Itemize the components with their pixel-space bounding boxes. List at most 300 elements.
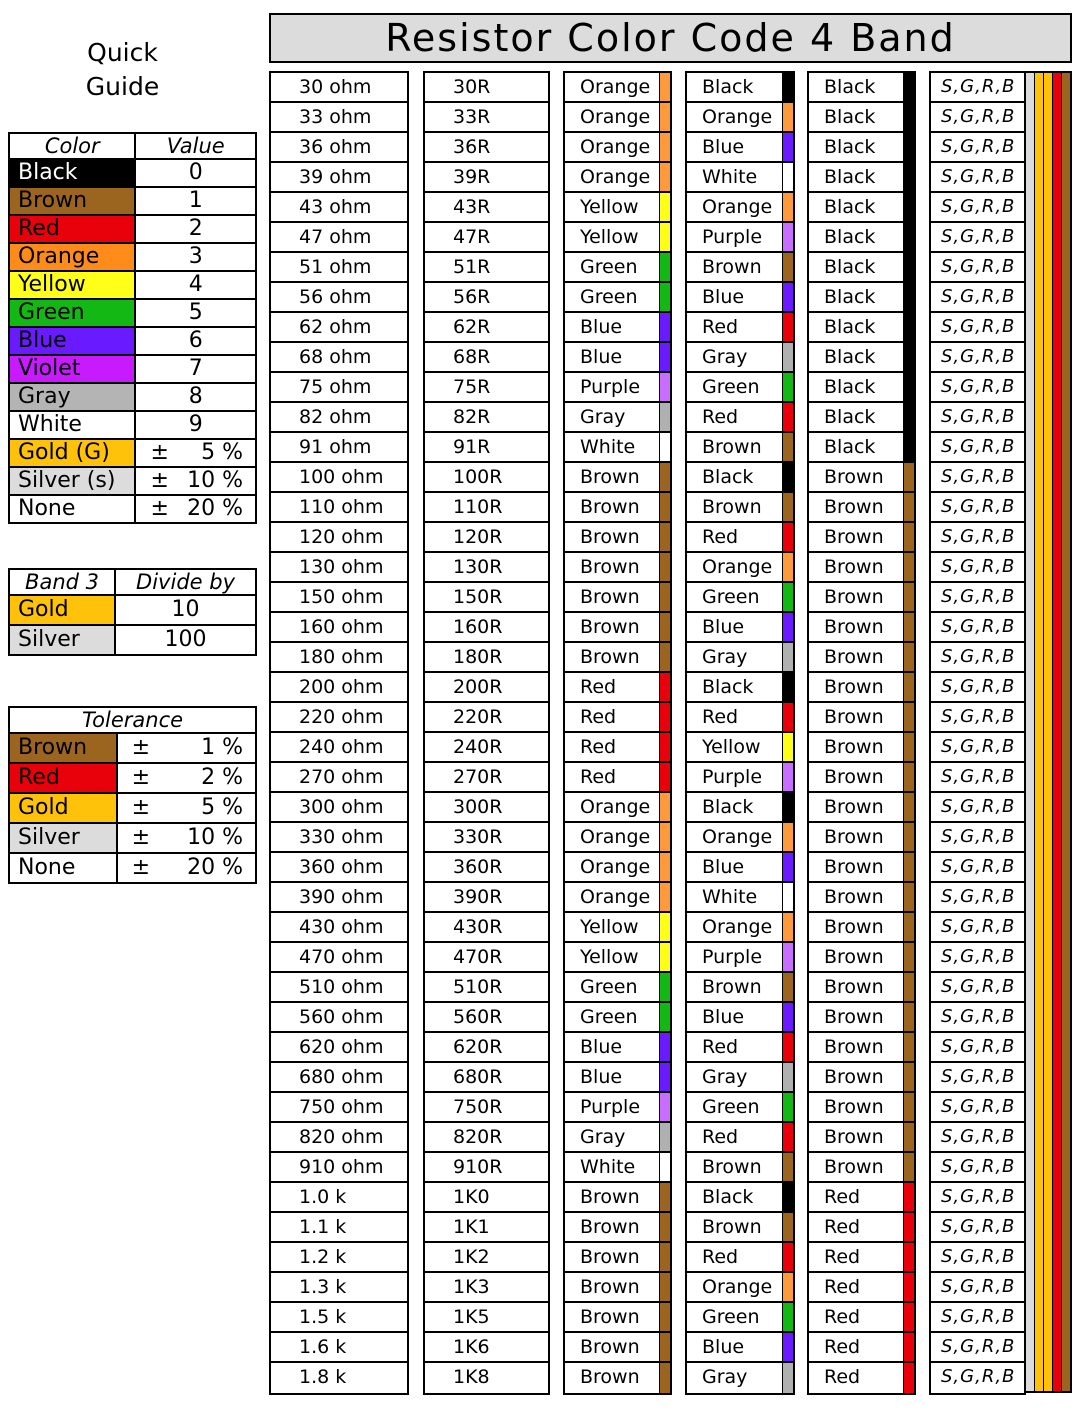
code-column — [423, 71, 550, 1395]
band-color-name: Orange — [702, 1276, 773, 1298]
band2-cell — [687, 163, 793, 193]
code-cell: 620R — [425, 1033, 548, 1063]
band-color-name: Black — [824, 346, 876, 368]
tolerance-marker-cell: S,G,R,B — [931, 1093, 1024, 1123]
band-color-name: Black — [824, 166, 876, 188]
code-cell: 160R — [425, 613, 548, 643]
band-color-name: Red — [580, 736, 617, 758]
band1-cell — [565, 643, 670, 673]
band1-cell — [565, 1123, 670, 1153]
band1-cell — [565, 1093, 670, 1123]
color-swatch — [782, 343, 793, 371]
color-swatch — [659, 463, 670, 491]
band-color-name: Red — [702, 1126, 739, 1148]
color-name-cell: Brown — [9, 187, 135, 215]
band2-cell — [687, 583, 793, 613]
tolerance-marker-cell: S,G,R,B — [931, 1303, 1024, 1333]
tolerance-row — [9, 733, 256, 763]
band-color-name: Black — [702, 76, 754, 98]
band1-cell — [565, 1333, 670, 1363]
band1-cell — [565, 433, 670, 463]
resistance-cell: 680 ohm — [271, 1063, 407, 1093]
band2-cell — [687, 703, 793, 733]
code-cell: 91R — [425, 433, 548, 463]
color-swatch — [782, 1363, 793, 1393]
color-swatch — [659, 163, 670, 191]
tolerance-percent: 5 % — [201, 795, 243, 820]
color-swatch — [659, 823, 670, 851]
color-swatch — [782, 1333, 793, 1361]
band1-cell — [565, 553, 670, 583]
color-swatch — [903, 673, 914, 701]
color-swatch — [782, 613, 793, 641]
tolerance-row — [9, 763, 256, 793]
tolerance-marker-cell: S,G,R,B — [931, 583, 1024, 613]
tolerance-marker-cell: S,G,R,B — [931, 433, 1024, 463]
band-color-name: Brown — [824, 676, 884, 698]
code-cell: 100R — [425, 463, 548, 493]
band-color-name: Yellow — [580, 196, 639, 218]
band3-color-cell: Silver — [9, 625, 115, 655]
band1-cell — [565, 103, 670, 133]
band2-cell — [687, 283, 793, 313]
band1-cell — [565, 943, 670, 973]
color-swatch — [659, 973, 670, 1001]
band3-cell — [809, 1183, 914, 1213]
band-color-name: Brown — [824, 796, 884, 818]
band3-cell — [809, 1363, 914, 1393]
color-swatch — [903, 1003, 914, 1031]
code-cell: 56R — [425, 283, 548, 313]
band-color-name: Brown — [824, 1006, 884, 1028]
tolerance-stripe — [1061, 73, 1070, 1391]
resistance-cell: 1.3 k — [271, 1273, 407, 1303]
band-color-name: Gray — [702, 346, 748, 368]
plus-minus-sign: ± — [131, 795, 151, 820]
color-row — [9, 299, 256, 327]
band-color-name: Blue — [702, 136, 745, 158]
band3-cell — [809, 643, 914, 673]
color-swatch — [903, 613, 914, 641]
band3-row — [9, 625, 256, 655]
color-swatch — [659, 223, 670, 251]
band2-cell — [687, 373, 793, 403]
band2-cell — [687, 433, 793, 463]
tolerance-marker-cell: S,G,R,B — [931, 553, 1024, 583]
code-cell: 1K5 — [425, 1303, 548, 1333]
resistance-cell: 68 ohm — [271, 343, 407, 373]
band-color-name: Orange — [580, 826, 651, 848]
band-color-name: Blue — [580, 1066, 623, 1088]
tolerance-marker-cell: S,G,R,B — [931, 1003, 1024, 1033]
resistance-cell: 620 ohm — [271, 1033, 407, 1063]
tolerance-marker-cell: S,G,R,B — [931, 883, 1024, 913]
color-swatch — [782, 1273, 793, 1301]
band-color-name: Blue — [580, 1036, 623, 1058]
band3-row — [9, 595, 256, 625]
color-swatch — [903, 1093, 914, 1121]
band3-cell — [809, 1303, 914, 1333]
band3-cell — [809, 1153, 914, 1183]
page-title: Resistor Color Code 4 Band — [269, 13, 1072, 63]
color-swatch — [782, 943, 793, 971]
color-swatch — [903, 313, 914, 341]
band2-cell — [687, 763, 793, 793]
color-swatch — [903, 583, 914, 611]
color-swatch — [903, 823, 914, 851]
tolerance-percent: 10 % — [187, 825, 243, 850]
code-cell: 270R — [425, 763, 548, 793]
band2-cell — [687, 1213, 793, 1243]
color-swatch — [782, 733, 793, 761]
band-color-name: Black — [824, 136, 876, 158]
band-color-name: Brown — [824, 916, 884, 938]
color-row — [9, 411, 256, 439]
tolerance-color-cell: Brown — [9, 733, 117, 763]
band3-cell — [809, 583, 914, 613]
band-color-name: Brown — [824, 946, 884, 968]
band2-cell — [687, 1333, 793, 1363]
band-color-name: Black — [824, 286, 876, 308]
band-color-name: Green — [702, 1096, 760, 1118]
tolerance-marker-cell: S,G,R,B — [931, 193, 1024, 223]
band2-cell — [687, 673, 793, 703]
band-color-name: Purple — [580, 376, 641, 398]
band2-cell — [687, 1153, 793, 1183]
tolerance-marker-cell: S,G,R,B — [931, 853, 1024, 883]
resistance-cell: 180 ohm — [271, 643, 407, 673]
band3-cell — [809, 973, 914, 1003]
band3-cell — [809, 103, 914, 133]
band1-cell — [565, 523, 670, 553]
code-cell: 820R — [425, 1123, 548, 1153]
color-swatch — [903, 883, 914, 911]
color-swatch — [903, 103, 914, 131]
color-value-cell: 4 — [135, 271, 256, 299]
color-value-cell: 5 — [135, 299, 256, 327]
color-swatch — [903, 733, 914, 761]
color-swatch — [659, 583, 670, 611]
tolerance-marker-cell: S,G,R,B — [931, 913, 1024, 943]
tolerance-value-cell — [117, 793, 256, 823]
band1-cell — [565, 133, 670, 163]
tolerance-marker-cell: S,G,R,B — [931, 943, 1024, 973]
band2-cell — [687, 523, 793, 553]
color-name-cell: Violet — [9, 355, 135, 383]
color-swatch — [659, 1363, 670, 1393]
code-cell: 1K1 — [425, 1213, 548, 1243]
tolerance-marker-cell: S,G,R,B — [931, 1123, 1024, 1153]
band2-cell — [687, 313, 793, 343]
color-name-cell: Gold (G) — [9, 439, 135, 467]
band-color-name: Yellow — [702, 736, 761, 758]
color-swatch — [903, 163, 914, 191]
band3-cell — [809, 823, 914, 853]
band1-cell — [565, 403, 670, 433]
color-swatch — [782, 1033, 793, 1061]
band3-cell — [809, 193, 914, 223]
tolerance-marker-cell: S,G,R,B — [931, 1333, 1024, 1363]
color-name-cell: Gray — [9, 383, 135, 411]
band-color-name: Purple — [702, 946, 763, 968]
band-color-name: Red — [702, 1246, 739, 1268]
code-cell: 150R — [425, 583, 548, 613]
tolerance-value-cell — [117, 733, 256, 763]
code-cell: 680R — [425, 1063, 548, 1093]
color-swatch — [782, 793, 793, 821]
band-color-name: Black — [824, 376, 876, 398]
band1-cell — [565, 463, 670, 493]
band1-cell — [565, 1063, 670, 1093]
color-swatch — [659, 613, 670, 641]
band2-cell — [687, 1363, 793, 1393]
band-color-name: Orange — [580, 76, 651, 98]
code-cell: 1K0 — [425, 1183, 548, 1213]
color-swatch — [659, 793, 670, 821]
color-swatch — [782, 643, 793, 671]
band3-cell — [809, 913, 914, 943]
band-color-name: Blue — [702, 616, 745, 638]
resistance-cell: 910 ohm — [271, 1153, 407, 1183]
band2-cell — [687, 553, 793, 583]
band1-cell — [565, 1303, 670, 1333]
band1-cell — [565, 193, 670, 223]
resistance-cell: 510 ohm — [271, 973, 407, 1003]
color-swatch — [659, 1123, 670, 1151]
band-color-name: Gray — [702, 1066, 748, 1088]
tolerance-marker-cell: S,G,R,B — [931, 793, 1024, 823]
color-swatch — [659, 73, 670, 101]
band-color-name: Orange — [702, 556, 773, 578]
band2-cell — [687, 463, 793, 493]
color-swatch — [659, 913, 670, 941]
color-swatch — [903, 1243, 914, 1271]
band3-divide-table — [8, 568, 257, 656]
color-swatch — [659, 193, 670, 221]
color-value-cell: 8 — [135, 383, 256, 411]
band1-cell — [565, 163, 670, 193]
band1-cell — [565, 973, 670, 1003]
color-swatch — [782, 1123, 793, 1151]
color-swatch — [782, 193, 793, 221]
tolerance-marker-cell: S,G,R,B — [931, 1273, 1024, 1303]
band-color-name: Green — [702, 586, 760, 608]
color-swatch — [659, 1033, 670, 1061]
band-color-name: Blue — [580, 346, 623, 368]
band3-cell — [809, 313, 914, 343]
color-value-cell: 0 — [135, 159, 256, 187]
band2-cell — [687, 253, 793, 283]
tolerance-marker-cell: S,G,R,B — [931, 643, 1024, 673]
code-cell: 47R — [425, 223, 548, 253]
band2-cell — [687, 1003, 793, 1033]
band-color-name: Brown — [702, 496, 762, 518]
band-color-name: Gray — [702, 1366, 748, 1388]
band-color-name: Black — [824, 436, 876, 458]
color-swatch — [782, 973, 793, 1001]
color-row — [9, 467, 256, 495]
band-color-name: Blue — [580, 316, 623, 338]
tolerance-marker-cell: S,G,R,B — [931, 73, 1024, 103]
band3-cell — [809, 673, 914, 703]
band1-cell — [565, 1183, 670, 1213]
band-color-name: Black — [702, 676, 754, 698]
band-color-name: Orange — [580, 166, 651, 188]
resistance-cell: 240 ohm — [271, 733, 407, 763]
tolerance-marker-cell: S,G,R,B — [931, 493, 1024, 523]
resistance-cell: 30 ohm — [271, 73, 407, 103]
band-color-name: Yellow — [580, 226, 639, 248]
resistance-cell: 75 ohm — [271, 373, 407, 403]
color-swatch — [659, 1243, 670, 1271]
color-name-cell: Red — [9, 215, 135, 243]
band1-cell — [565, 1153, 670, 1183]
color-swatch — [782, 1153, 793, 1181]
band-color-name: White — [702, 886, 758, 908]
band-color-name: Red — [702, 526, 739, 548]
band1-cell — [565, 853, 670, 883]
resistance-cell: 130 ohm — [271, 553, 407, 583]
tolerance-marker-cell: S,G,R,B — [931, 103, 1024, 133]
band-color-name: Brown — [824, 1126, 884, 1148]
quick-guide-heading — [60, 36, 185, 104]
band-color-name: Brown — [580, 616, 640, 638]
color-swatch — [903, 1033, 914, 1061]
band1-cell — [565, 343, 670, 373]
color-value-cell: 7 — [135, 355, 256, 383]
tolerance-percent: 2 % — [201, 765, 243, 790]
tolerance-marker-cell: S,G,R,B — [931, 223, 1024, 253]
code-cell: 750R — [425, 1093, 548, 1123]
color-swatch — [782, 103, 793, 131]
band-color-name: Black — [824, 196, 876, 218]
tolerance-row — [9, 853, 256, 883]
band-color-name: Red — [824, 1276, 861, 1298]
band-color-name: Brown — [824, 976, 884, 998]
band1-cell — [565, 73, 670, 103]
code-cell: 130R — [425, 553, 548, 583]
band-color-name: Brown — [824, 766, 884, 788]
quick-guide-line-1: Quick — [87, 38, 158, 67]
color-swatch — [903, 913, 914, 941]
color-swatch — [782, 373, 793, 401]
band1-cell — [565, 583, 670, 613]
resistance-cell: 51 ohm — [271, 253, 407, 283]
band-color-name: Brown — [580, 1366, 640, 1388]
code-cell: 1K3 — [425, 1273, 548, 1303]
code-cell: 300R — [425, 793, 548, 823]
band-color-name: Black — [824, 226, 876, 248]
band3-header: Band 3 — [9, 569, 115, 595]
band2-column — [685, 71, 795, 1395]
code-cell: 360R — [425, 853, 548, 883]
color-swatch — [782, 253, 793, 281]
color-swatch — [659, 433, 670, 461]
resistance-column — [269, 71, 409, 1395]
band-color-name: Red — [580, 766, 617, 788]
band3-color-cell: Gold — [9, 595, 115, 625]
band-color-name: Brown — [824, 706, 884, 728]
band3-cell — [809, 433, 914, 463]
band-color-name: Brown — [824, 586, 884, 608]
band-color-name: Orange — [702, 196, 773, 218]
divide-by-cell: 10 — [115, 595, 256, 625]
resistance-cell: 560 ohm — [271, 1003, 407, 1033]
tolerance-value-cell — [117, 823, 256, 853]
plus-minus-sign: ± — [131, 735, 151, 760]
band2-cell — [687, 1093, 793, 1123]
band2-cell — [687, 73, 793, 103]
color-swatch — [782, 1093, 793, 1121]
band-color-name: Red — [824, 1186, 861, 1208]
band-color-name: Brown — [580, 646, 640, 668]
band-color-name: Orange — [580, 856, 651, 878]
color-swatch — [782, 1213, 793, 1241]
band2-cell — [687, 1273, 793, 1303]
band-color-name: Purple — [702, 226, 763, 248]
color-swatch — [659, 283, 670, 311]
color-swatch — [903, 643, 914, 671]
band3-cell — [809, 1003, 914, 1033]
tolerance-stripe — [1025, 73, 1034, 1391]
code-cell: 560R — [425, 1003, 548, 1033]
plus-minus-sign: ± — [131, 855, 151, 880]
color-swatch — [903, 133, 914, 161]
band1-column — [563, 71, 672, 1395]
band1-cell — [565, 673, 670, 703]
band1-cell — [565, 1243, 670, 1273]
tolerance-value: 5 % — [201, 440, 243, 465]
band2-cell — [687, 643, 793, 673]
band-color-name: Red — [580, 676, 617, 698]
color-row — [9, 355, 256, 383]
color-swatch — [782, 433, 793, 461]
color-value-cell: 9 — [135, 411, 256, 439]
resistance-cell: 82 ohm — [271, 403, 407, 433]
code-cell: 430R — [425, 913, 548, 943]
band-color-name: Brown — [824, 1036, 884, 1058]
color-name-cell: Silver (s) — [9, 467, 135, 495]
resistance-cell: 91 ohm — [271, 433, 407, 463]
color-swatch — [782, 313, 793, 341]
band1-cell — [565, 1033, 670, 1063]
resistance-cell: 220 ohm — [271, 703, 407, 733]
band-color-name: Brown — [580, 1276, 640, 1298]
band1-cell — [565, 793, 670, 823]
color-swatch — [782, 163, 793, 191]
resistance-cell: 1.6 k — [271, 1333, 407, 1363]
tolerance-marker-cell: S,G,R,B — [931, 823, 1024, 853]
band3-cell — [809, 1093, 914, 1123]
plus-minus-sign: ± — [131, 825, 151, 850]
tolerance-value-cell — [117, 763, 256, 793]
color-swatch — [903, 373, 914, 401]
color-swatch — [659, 883, 670, 911]
tolerance-marker-cell: S,G,R,B — [931, 1063, 1024, 1093]
color-swatch — [782, 223, 793, 251]
band3-cell — [809, 223, 914, 253]
value-header: Value — [135, 133, 256, 159]
band1-cell — [565, 1003, 670, 1033]
color-swatch — [659, 343, 670, 371]
color-swatch — [903, 1063, 914, 1091]
band-color-name: White — [580, 1156, 636, 1178]
band2-cell — [687, 793, 793, 823]
color-swatch — [903, 763, 914, 791]
band2-cell — [687, 193, 793, 223]
band3-cell — [809, 793, 914, 823]
color-swatch — [903, 1183, 914, 1211]
